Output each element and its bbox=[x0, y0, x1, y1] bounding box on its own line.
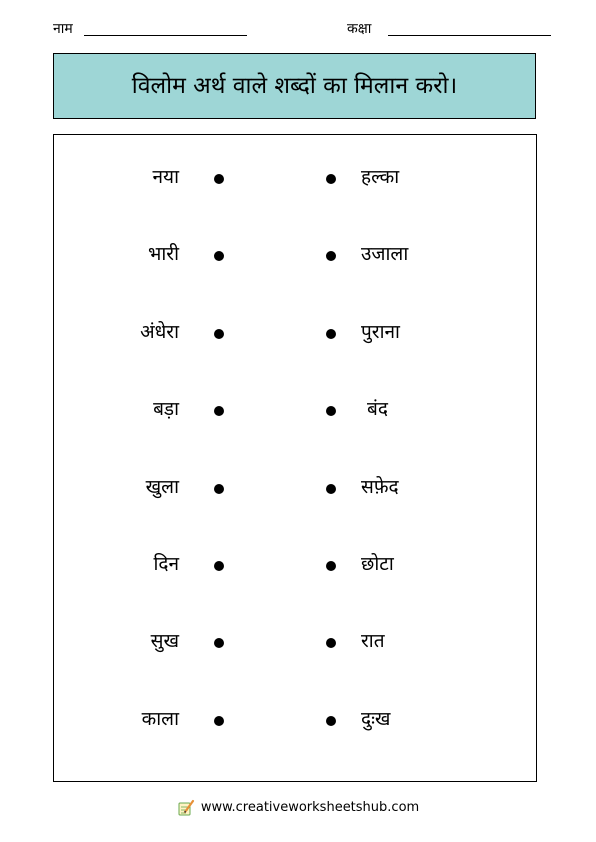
right-dot[interactable] bbox=[326, 716, 336, 726]
right-dot[interactable] bbox=[326, 484, 336, 494]
left-dot[interactable] bbox=[214, 251, 224, 261]
left-dot[interactable] bbox=[214, 329, 224, 339]
matching-area bbox=[53, 134, 537, 782]
match-row bbox=[54, 627, 536, 657]
left-word: अंधेरा bbox=[140, 321, 179, 343]
right-word: उजाला bbox=[361, 243, 409, 265]
left-dot[interactable] bbox=[214, 561, 224, 571]
left-dot[interactable] bbox=[214, 638, 224, 648]
right-word: हल्का bbox=[361, 166, 400, 188]
class-label: कक्षा bbox=[347, 21, 372, 37]
right-word: पुराना bbox=[361, 321, 400, 343]
class-field-line[interactable] bbox=[388, 35, 551, 36]
left-dot[interactable] bbox=[214, 174, 224, 184]
right-word: रात bbox=[361, 630, 385, 652]
left-word: काला bbox=[141, 708, 179, 730]
right-word: सफ़ेद bbox=[361, 476, 399, 498]
name-label: नाम bbox=[53, 21, 73, 37]
match-row bbox=[54, 705, 536, 735]
title-box bbox=[53, 53, 536, 119]
right-dot[interactable] bbox=[326, 561, 336, 571]
footer bbox=[0, 799, 596, 817]
match-row bbox=[54, 473, 536, 503]
match-row bbox=[54, 163, 536, 193]
right-dot[interactable] bbox=[326, 174, 336, 184]
left-word: सुख bbox=[150, 630, 179, 652]
match-row bbox=[54, 240, 536, 270]
website-link[interactable]: www.creativeworksheetshub.com bbox=[200, 800, 420, 815]
right-dot[interactable] bbox=[326, 329, 336, 339]
right-word: बंद bbox=[367, 398, 388, 420]
left-dot[interactable] bbox=[214, 406, 224, 416]
right-word: दुःख bbox=[361, 708, 391, 730]
pencil-notebook-icon bbox=[177, 799, 195, 817]
left-word: नया bbox=[152, 166, 179, 188]
name-field-line[interactable] bbox=[84, 35, 247, 36]
left-word: दिन bbox=[153, 553, 179, 575]
left-dot[interactable] bbox=[214, 484, 224, 494]
left-word: खुला bbox=[145, 476, 179, 498]
match-row bbox=[54, 318, 536, 348]
match-row bbox=[54, 550, 536, 580]
right-word: छोटा bbox=[361, 553, 394, 575]
right-dot[interactable] bbox=[326, 406, 336, 416]
left-word: भारी bbox=[148, 243, 179, 265]
right-dot[interactable] bbox=[326, 251, 336, 261]
right-dot[interactable] bbox=[326, 638, 336, 648]
left-dot[interactable] bbox=[214, 716, 224, 726]
worksheet-title: विलोम अर्थ वाले शब्दों का मिलान करो। bbox=[131, 73, 458, 99]
match-row bbox=[54, 395, 536, 425]
left-word: बड़ा bbox=[153, 398, 179, 420]
